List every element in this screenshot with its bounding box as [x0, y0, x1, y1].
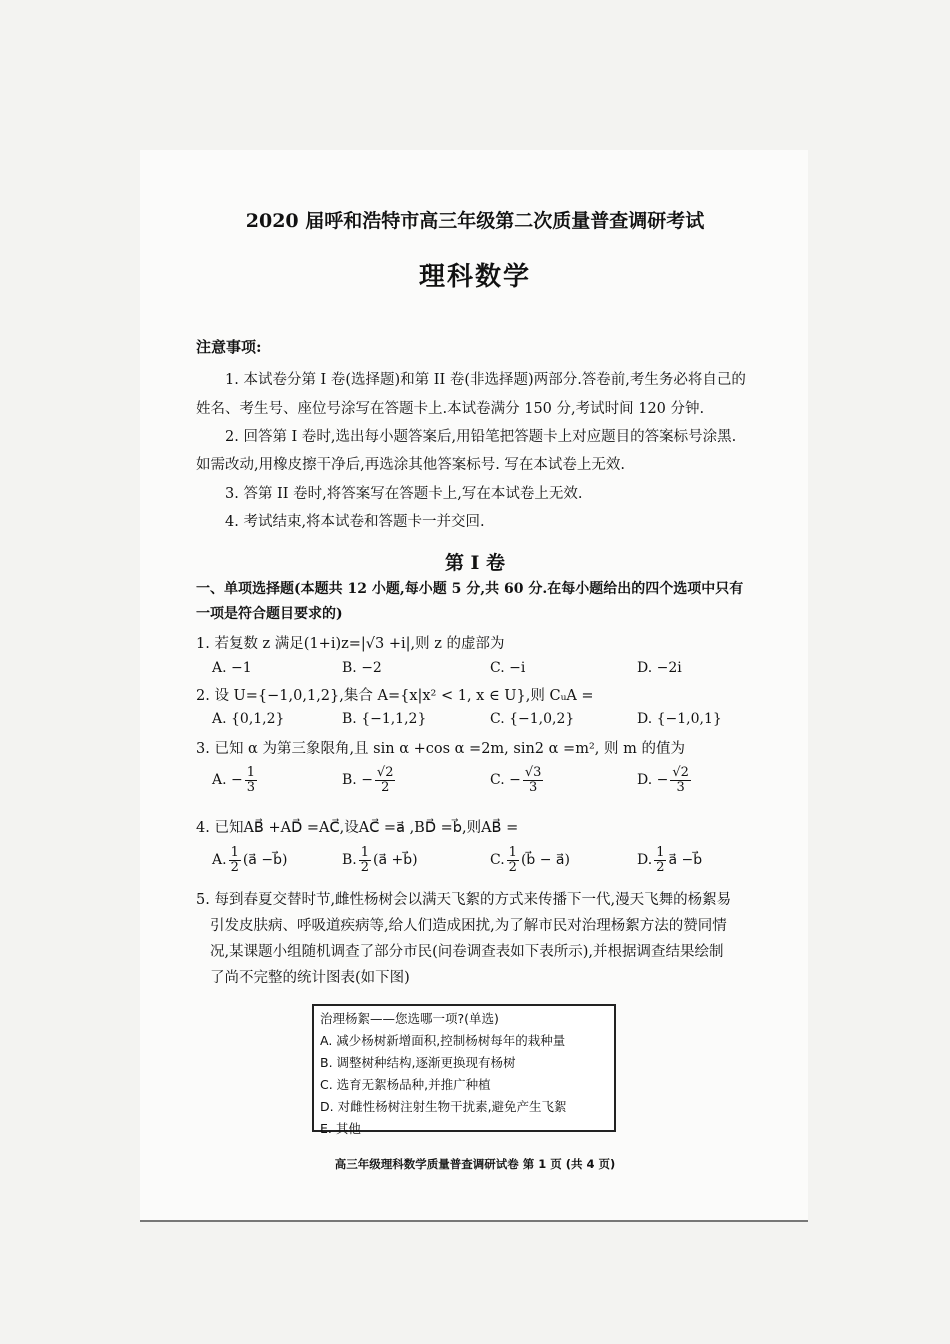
- survey-item-a: A. 减少杨树新增面积,控制杨树每年的栽种量: [320, 1033, 566, 1048]
- question-1-option-a: A. −1: [212, 660, 252, 676]
- question-4-option-c: C. $\frac{1}{2}$ (b⃗ − a⃗): [490, 845, 570, 875]
- question-2-stem: 2. 设 U={−1,0,1,2},集合 A={x|x² < 1, x ∈ U},则 CᵤA =: [196, 688, 594, 704]
- notes-line-5: 3. 答第 II 卷时,将答案写在答题卡上,写在本试卷上无效.: [225, 486, 583, 502]
- question-3-option-b: B. − $\frac{√2}{2}$: [342, 765, 394, 795]
- question-1-option-b: B. −2: [342, 660, 382, 676]
- exam-subject: 理科数学: [418, 262, 531, 292]
- survey-item-c: C. 选育无絮杨品种,并推广种植: [320, 1077, 491, 1092]
- question-1-option-c: C. −i: [490, 660, 526, 676]
- question-3-option-d: D. − $\frac{√2}{3}$: [637, 765, 689, 795]
- question-3-option-c: C. − $\frac{√3}{3}$: [490, 765, 542, 795]
- notes-line-4: 如需改动,用橡皮擦干净后,再选涂其他答案标号. 写在本试卷上无效.: [196, 457, 626, 473]
- question-2-option-a: A. {0,1,2}: [212, 711, 285, 727]
- question-5-line-3: 况,某课题小组随机调查了部分市民(问卷调查表如下表所示),并根据调查结果绘制: [210, 944, 724, 960]
- notes-line-6: 4. 考试结束,将本试卷和答题卡一并交回.: [225, 514, 485, 530]
- notes-heading: 注意事项:: [196, 338, 262, 356]
- question-3-option-a: A. − $\frac{1}{3}$: [212, 765, 256, 795]
- question-4-option-b: B. $\frac{1}{2}$ (a⃗ +b⃗): [342, 845, 418, 875]
- page-footer: 高三年级理科数学质量普查调研试卷 第 1 页 (共 4 页): [334, 1157, 616, 1171]
- survey-table: [312, 1004, 616, 1136]
- survey-item-d: D. 对雌性杨树注射生物干扰素,避免产生飞絮: [320, 1099, 567, 1114]
- question-4-option-a: A. $\frac{1}{2}$ (a⃗ −b⃗): [212, 845, 288, 875]
- question-1-option-d: D. −2i: [637, 660, 682, 676]
- exam-title: 2020 届呼和浩特市高三年级第二次质量普查调研考试: [245, 210, 705, 232]
- survey-title: 治理杨絮——您选哪一项?(单选): [320, 1011, 499, 1026]
- section-instruction-1: 一、单项选择题(本题共 12 小题,每小题 5 分,共 60 分.在每小题给出的四个选项中只有: [196, 581, 744, 597]
- question-4-stem: 4. 已知AB⃗ +AD⃗ =AC⃗,设AC⃗ =a⃗ ,BD⃗ =b⃗,则AB⃗ =: [196, 820, 519, 836]
- notes-line-1: 1. 本试卷分第 I 卷(选择题)和第 II 卷(非选择题)两部分.答卷前,考生务必将自己的: [225, 372, 746, 388]
- section-instruction-2: 一项是符合题目要求的): [196, 606, 343, 622]
- survey-item-b: B. 调整树种结构,逐渐更换现有杨树: [320, 1055, 516, 1070]
- question-2-option-c: C. {−1,0,2}: [490, 711, 575, 727]
- notes-line-3: 2. 回答第 I 卷时,选出每小题答案后,用铅笔把答题卡上对应题目的答案标号涂黑.: [225, 429, 737, 445]
- question-4-option-d: D. $\frac{1}{2}$ a⃗ −b⃗: [637, 845, 703, 875]
- question-5-line-4: 了尚不完整的统计图表(如下图): [210, 970, 410, 986]
- question-5-line-1: 5. 每到春夏交替时节,雌性杨树会以满天飞絮的方式来传播下一代,漫天飞舞的杨絮易: [196, 892, 732, 908]
- survey-item-e: E. 其他: [320, 1121, 361, 1136]
- notes-line-2: 姓名、考生号、座位号涂写在答题卡上.本试卷满分 150 分,考试时间 120 分钟.: [196, 401, 705, 417]
- paper-bottom-edge: [140, 1220, 808, 1222]
- question-1-stem: 1. 若复数 z 满足(1+i)z=|√3 +i|,则 z 的虚部为: [196, 636, 505, 652]
- question-3-stem: 3. 已知 α 为第三象限角,且 sin α +cos α =2m, sin2 α =m², 则 m 的值为: [196, 741, 685, 757]
- question-2-option-d: D. {−1,0,1}: [637, 711, 722, 727]
- section-title: 第 I 卷: [444, 552, 506, 574]
- question-2-option-b: B. {−1,1,2}: [342, 711, 427, 727]
- question-5-line-2: 引发皮肤病、呼吸道疾病等,给人们造成困扰,为了解市民对治理杨絮方法的赞同情: [210, 918, 727, 934]
